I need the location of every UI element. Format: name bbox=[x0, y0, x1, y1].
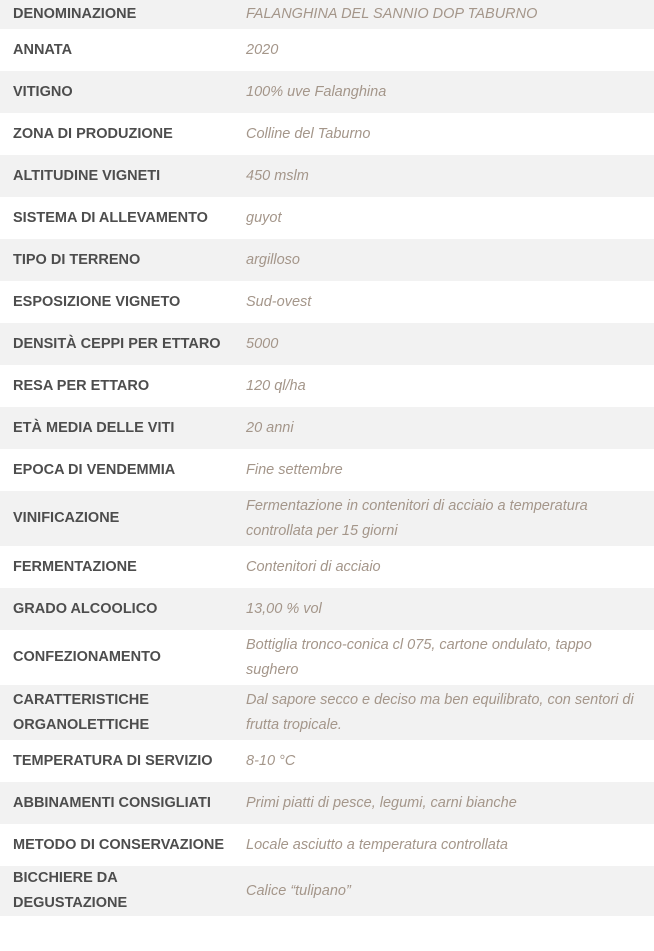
spec-row-vitigno bbox=[0, 71, 654, 113]
spec-row-abbinamenti-consigliati bbox=[0, 782, 654, 824]
spec-value: Primi piatti di pesce, legumi, carni bianche bbox=[246, 794, 517, 811]
spec-label: RESA PER ETTARO bbox=[13, 377, 150, 394]
spec-value: 5000 bbox=[246, 335, 279, 352]
spec-label: GRADO ALCOOLICO bbox=[13, 600, 158, 617]
spec-row-grado-alcoolico bbox=[0, 588, 654, 630]
spec-label: FERMENTAZIONE bbox=[13, 558, 137, 575]
spec-value: Fine settembre bbox=[246, 461, 343, 478]
spec-value: Bottiglia tronco-conica cl 075, cartone ondulato, tappo sughero bbox=[246, 636, 592, 678]
spec-value: 100% uve Falanghina bbox=[246, 83, 387, 100]
spec-row-sistema-di-allevamento bbox=[0, 197, 654, 239]
spec-label: TEMPERATURA DI SERVIZIO bbox=[13, 752, 213, 769]
spec-value: Calice “tulipano” bbox=[246, 882, 351, 899]
spec-label: ETÀ MEDIA DELLE VITI bbox=[13, 419, 175, 436]
spec-label: CARATTERISTICHE ORGANOLETTICHE bbox=[13, 691, 150, 733]
spec-value: Dal sapore secco e deciso ma ben equilibrato, con sentori di frutta tropicale. bbox=[246, 691, 634, 733]
spec-value: 120 ql/ha bbox=[246, 377, 306, 394]
spec-label: ABBINAMENTI CONSIGLIATI bbox=[13, 794, 211, 811]
spec-value: argilloso bbox=[246, 251, 300, 268]
spec-row-bicchiere-da-degustazione bbox=[0, 866, 654, 916]
spec-value: 450 mslm bbox=[246, 167, 309, 184]
spec-label: TIPO DI TERRENO bbox=[13, 251, 141, 268]
spec-row-caratteristiche-organolettiche bbox=[0, 685, 654, 740]
spec-value: Locale asciutto a temperatura controllata bbox=[246, 836, 508, 853]
spec-label: ALTITUDINE VIGNETI bbox=[13, 167, 161, 184]
spec-value: Sud-ovest bbox=[246, 293, 312, 310]
spec-value: FALANGHINA DEL SANNIO DOP TABURNO bbox=[246, 6, 538, 22]
spec-label: ESPOSIZIONE VIGNETO bbox=[13, 293, 181, 310]
spec-label: VINIFICAZIONE bbox=[13, 510, 120, 526]
spec-row-altitudine-vigneti bbox=[0, 155, 654, 197]
spec-label: DENOMINAZIONE bbox=[13, 6, 137, 22]
spec-label: CONFEZIONAMENTO bbox=[13, 649, 161, 665]
spec-row-resa-per-ettaro bbox=[0, 365, 654, 407]
spec-row-denominazione bbox=[0, 0, 654, 29]
spec-row-esposizione-vigneto bbox=[0, 281, 654, 323]
spec-row-eta-media-viti bbox=[0, 407, 654, 449]
spec-value: guyot bbox=[246, 209, 282, 226]
spec-value: 20 anni bbox=[246, 419, 294, 436]
spec-label: BICCHIERE DA DEGUSTAZIONE bbox=[13, 870, 128, 911]
spec-label: ANNATA bbox=[13, 41, 73, 58]
spec-label: METODO DI CONSERVAZIONE bbox=[13, 836, 225, 853]
spec-row-zona-di-produzione bbox=[0, 113, 654, 155]
spec-row-confezionamento bbox=[0, 630, 654, 685]
spec-label: ZONA DI PRODUZIONE bbox=[13, 125, 173, 142]
spec-label: VITIGNO bbox=[13, 83, 73, 100]
spec-value: Contenitori di acciaio bbox=[246, 558, 381, 575]
spec-value: Fermentazione in contenitori di acciaio a temperatura controllata per 15 giorni bbox=[246, 497, 588, 539]
spec-label: EPOCA DI VENDEMMIA bbox=[13, 461, 176, 478]
spec-value: 13,00 % vol bbox=[246, 600, 322, 617]
spec-label: DENSITÀ CEPPI PER ETTARO bbox=[13, 335, 221, 352]
spec-value: 8-10 °C bbox=[246, 752, 296, 769]
spec-row-metodo-di-conservazione bbox=[0, 824, 654, 866]
spec-value: Colline del Taburno bbox=[246, 125, 371, 142]
spec-row-densita-ceppi bbox=[0, 323, 654, 365]
spec-row-temperatura-di-servizio bbox=[0, 740, 654, 782]
spec-row-fermentazione bbox=[0, 546, 654, 588]
spec-label: SISTEMA DI ALLEVAMENTO bbox=[13, 209, 208, 226]
spec-row-epoca-di-vendemmia bbox=[0, 449, 654, 491]
spec-row-annata bbox=[0, 29, 654, 71]
spec-row-vinificazione bbox=[0, 491, 654, 546]
spec-value: 2020 bbox=[246, 41, 279, 58]
spec-row-tipo-di-terreno bbox=[0, 239, 654, 281]
